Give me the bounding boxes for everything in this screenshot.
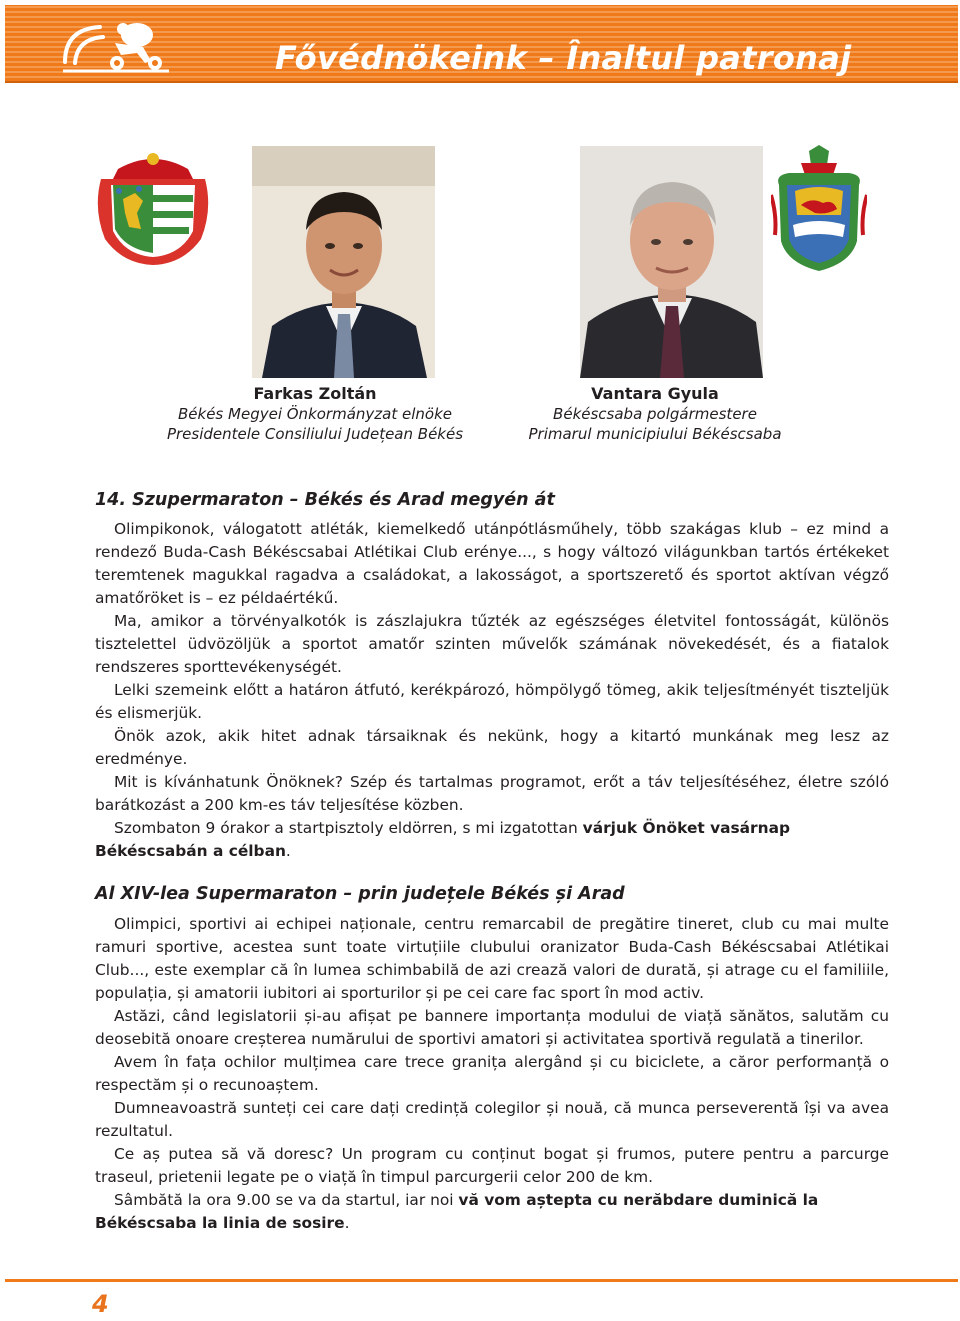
closing-text: Sâmbătă la ora 9.00 se va da startul, iar noi [114, 1191, 459, 1209]
closing-end: . [344, 1214, 350, 1232]
closing-emphasis: várjuk Önöket vasárnap Békéscsabán a célban [95, 819, 791, 860]
portrait-farkas-zoltan [252, 146, 435, 378]
paragraph: Mit is kívánhatunk Önöknek? Szép és tartalmas programot, erőt a táv teljesítéséhez, életre szóló barátkozást a 200 km-es táv teljesítése közben. [95, 773, 889, 814]
closing-text: Szombaton 9 órakor a startpisztoly eldörren, s mi izgatottan [114, 819, 583, 837]
header-band [5, 5, 958, 83]
paragraph: Dumneavoastră sunteți cei care dați credință colegilor și nouă, că munca perseverentă își va avea rezultatul. [95, 1099, 889, 1140]
patron-name: Vantara Gyula [591, 384, 719, 403]
runner-logo-icon [55, 17, 175, 77]
paragraph: Lelki szemeink előtt a határon átfutó, kerékpározó, hömpölygő tömeg, akik teljesítményét tiszteljük és elismerjük. [95, 681, 889, 722]
closing-paragraph [95, 1189, 889, 1235]
closing-emphasis: vă vom aștepta cu nerăbdare duminică la Békéscsaba la linia de sosire [95, 1191, 819, 1232]
closing-paragraph [95, 817, 889, 863]
bekes-county-crest-icon [93, 149, 213, 267]
footer-divider [5, 1279, 958, 1282]
paragraph: Ma, amikor a törvényalkotók is zászlajukra tűzték az egészséges életvitel fontosságát, különös tisztelettel üdvözöljük a sportot amatőr szinten művelők számának növekedését, és a fiatalok rendszeres sporttevékenységét. [95, 612, 889, 676]
paragraph: Olimpikonok, válogatott atléták, kiemelkedő utánpótlásműhely, több szakágas klub – ez mind a rendező Buda-Cash Békéscsabai Atlétikai Club erénye..., s hogy változó világunkban tartós értékeket teremtenek magukkal ragadva a családokat, a lakosságot, a sportszerető és sportot aktívan végző amatőröket is – ez példaértékű. [95, 520, 889, 607]
patron-role-ro: Presidentele Consiliului Județean Békés [166, 425, 464, 443]
section-body-ro [95, 913, 889, 1235]
caption-farkas-zoltan [140, 384, 490, 444]
paragraph: Astăzi, când legislatorii și-au afișat pe bannere importanța modului de viață sănătos, salutăm cu deosebită onoare creșterea numărului de sportivi amatori și activitatea sportivă regulată a tinerilor. [95, 1007, 889, 1048]
section-body-hu [95, 518, 889, 863]
paragraph: Avem în fața ochilor mulțimea care trece granița alergând și cu biciclete, a căror performanță o respectăm și o recunoaștem. [95, 1053, 889, 1094]
patron-name: Farkas Zoltán [253, 384, 377, 403]
portrait-vantara-gyula [580, 146, 763, 378]
page-title: Fővédnökeink – Înaltul patronaj [275, 39, 852, 77]
caption-vantara-gyula [480, 384, 830, 444]
paragraph: Önök azok, akik hitet adnak társaiknak és nekünk, hogy a kitartó munkának meg lesz az eredménye. [95, 727, 889, 768]
patron-role-ro: Primarul municipiului Békéscsaba [528, 425, 782, 443]
paragraph: Ce aș putea să vă doresc? Un program cu conținut bogat și frumos, putere pentru a parcurge traseul, prietenii legate pe o viață în timpul parcurgerii celor 200 de km. [95, 1145, 889, 1186]
section-heading-hu: 14. Szupermaraton – Békés és Arad megyén át [95, 490, 555, 510]
closing-end: . [285, 842, 291, 860]
section-heading-ro: Al XIV-lea Supermaraton – prin județele Békés și Arad [95, 884, 625, 904]
bekescsaba-city-crest-icon [771, 145, 867, 273]
patron-role-hu: Békéscsaba polgármestere [553, 405, 757, 423]
page-number: 4 [92, 1290, 109, 1318]
paragraph: Olimpici, sportivi ai echipei naționale, centru remarcabil de pregătire tineret, club cu mai multe ramuri sportive, acestea sunt toate virtuțiile clubului oranizator Buda-Cash Békéscsabai Atlétikai Club..., este exemplar că în lumea schimbabilă de azi crează valori de durată, și atrage cu el familiile, populația, și amatorii iubitori ai sporturilor și pe cei care fac sport în mod activ. [95, 915, 889, 1002]
patron-role-hu: Békés Megyei Önkormányzat elnöke [178, 405, 452, 423]
